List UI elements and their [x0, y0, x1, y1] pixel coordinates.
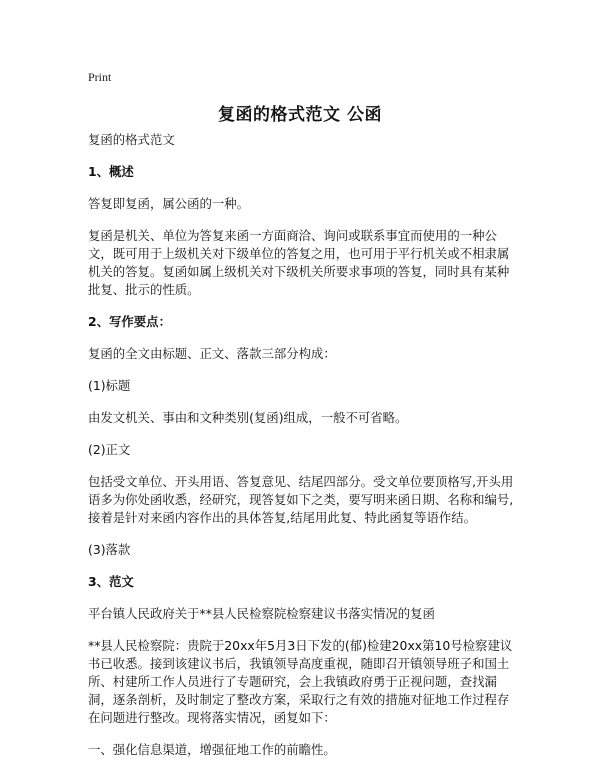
document-subtitle: 复函的格式范文 [88, 132, 175, 147]
page-title: 复函的格式范文 公函 [218, 105, 382, 125]
example-title: 平台镇人民政府关于**县人民检察院检察建议书落实情况的复函 [88, 606, 435, 621]
item-title-label: (1)标题 [88, 378, 131, 393]
overview-paragraph-2: 复函是机关、单位为答复来函一方面商洽、询问或联系事宜而使用的一种公文，既可用于上级机关对下级单位的答复之用，也可用于平行机关或不相隶属机关的答复。复函如属上级机关对下级机关所要求事项的答复，同时具有某种批复、批示的性质。 [88, 228, 510, 297]
writing-points-intro: 复函的全文由标题、正文、落款三部分构成： [88, 346, 336, 361]
section-heading-example: 3、范文 [88, 574, 134, 589]
item-body-label: (2)正文 [88, 442, 131, 457]
print-label: Print [88, 70, 112, 84]
example-paragraph-2: 一、强化信息渠道，增强征地工作的前瞻性。 [88, 742, 336, 757]
section-heading-overview: 1、概述 [88, 164, 134, 179]
example-paragraph-1: **县人民检察院：贵院于20xx年5月3日下发的(郁)检建20xx第10号检察建议书已收悉。接到该建议书后，我镇领导高度重视，随即召开镇领导班子和国土所、村建所工作人员进行了专题研究，会上我镇政府勇于正视问题，查找漏洞，逐条剖析，及时制定了整改方案，采取行之有效的措施对征地工作过程存在问题进行整改。现将落实情况，函复如下： [88, 638, 513, 725]
document-body [88, 131, 520, 773]
item-signature-label: (3)落款 [88, 542, 131, 557]
item-title-text: 由发文机关、事由和文种类别(复函)组成，一般不可省略。 [88, 410, 408, 425]
overview-paragraph-1: 答复即复函，属公函的一种。 [88, 196, 250, 211]
section-heading-writing-points: 2、写作要点： [88, 314, 171, 329]
item-body-text: 包括受文单位、开头用语、答复意见、结尾四部分。受文单位要顶格写,开头用语多为你处函收悉，经研究，现答复如下之类，要写明来函日期、名称和编号,接着是针对来函内容作出的具体答复,结尾用此复、特此函复等语作结。 [88, 474, 514, 525]
